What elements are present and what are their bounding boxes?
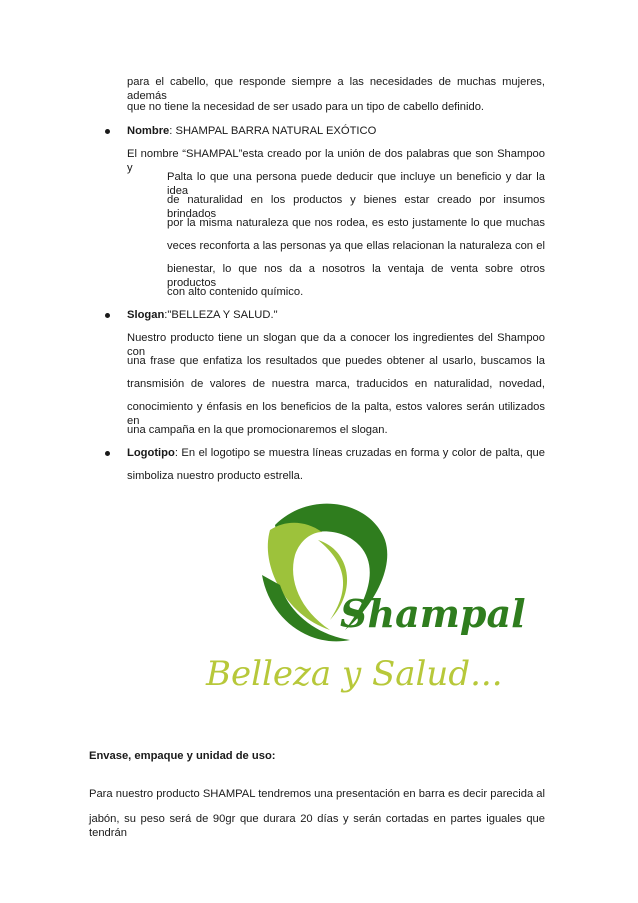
logotipo-text: : En el logotipo se muestra líneas cruzadas en forma y color de palta, que [174, 447, 545, 459]
nombre-line: con alto contenido químico. [167, 286, 304, 298]
envase-line: Para nuestro producto SHAMPAL tendremos una presentación en barra es decir parecida al [89, 788, 545, 800]
nombre-line: veces reconforta a las personas ya que ellas relacionan la naturaleza con el [167, 240, 545, 252]
slogan-line: conocimiento y énfasis en los beneficios de la palta, estos valores serán utilizados en [127, 401, 545, 427]
logo-graphic [200, 480, 526, 708]
slogan-line: transmisión de valores de nuestra marca, traducidos en naturalidad, novedad, [127, 378, 545, 390]
paragraph-line: que no tiene la necesidad de ser usado para un tipo de cabello definido. [127, 101, 485, 113]
nombre-line: El nombre “SHAMPAL”esta creado por la unión de dos palabras que son Shampoo y [127, 148, 545, 174]
nombre-line: de naturalidad en los productos y bienes estar creado por insumos brindados [167, 194, 545, 220]
section-heading [89, 749, 276, 763]
logo-tagline-text: Belleza y Salud... [206, 654, 503, 694]
slogan-label: Slogan [127, 309, 165, 321]
nombre-line: Palta lo que una persona puede deducir que incluye un beneficio y dar la idea [167, 171, 545, 197]
logotipo-label: Logotipo [127, 447, 175, 459]
nombre-line: bienestar, lo que nos da a nosotros la ventaja de venta sobre otros productos [167, 263, 545, 289]
slogan-value: :"BELLEZA Y SALUD." [164, 309, 278, 321]
bullet-icon [105, 129, 110, 134]
shampal-logo [200, 480, 526, 708]
envase-line: jabón, su peso será de 90gr que durara 20 días y serán cortadas en partes iguales que tendrán [89, 813, 545, 839]
envase-heading: Envase, empaque y unidad de uso: [89, 750, 276, 762]
paragraph-line: para el cabello, que responde siempre a las necesidades de muchas mujeres, además [127, 76, 545, 102]
slogan-line: Nuestro producto tiene un slogan que da a conocer los ingredientes del Shampoo con [127, 332, 545, 358]
nombre-line: por la misma naturaleza que nos rodea, es esto justamente lo que muchas [167, 217, 545, 229]
slogan-heading [127, 308, 278, 322]
logotipo-line [127, 446, 545, 460]
logotipo-line: simboliza nuestro producto estrella. [127, 470, 303, 482]
logo-brand-text: Shampal [340, 591, 526, 636]
slogan-line: una frase que enfatiza los resultados que puedes obtener al usarlo, buscamos la [127, 355, 545, 367]
bullet-icon [105, 451, 110, 456]
bullet-icon [105, 313, 110, 318]
nombre-heading [127, 124, 376, 138]
slogan-line: una campaña en la que promocionaremos el slogan. [127, 424, 388, 436]
nombre-label: Nombre [127, 125, 170, 137]
nombre-value: : SHAMPAL BARRA NATURAL EXÓTICO [169, 125, 377, 137]
